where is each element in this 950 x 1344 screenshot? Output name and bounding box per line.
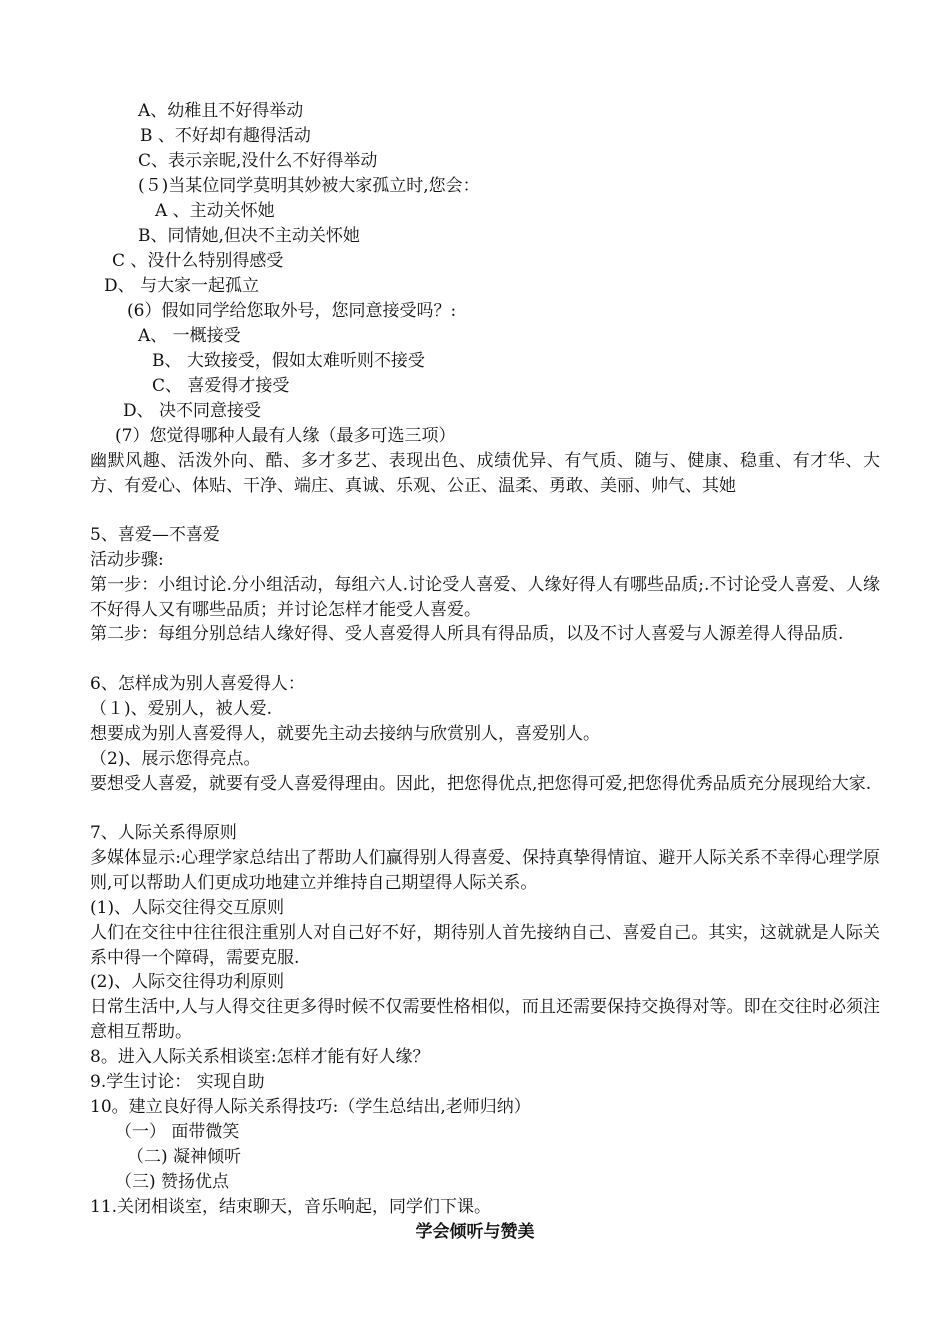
- subsection-6-2-paragraph: 要想受人喜爱，就要有受人喜爱得理由。因此，把您得优点,把您得可爱,把您得优秀品质充分展现给大家.: [90, 774, 872, 794]
- q6-option-d: D、 决不同意接受: [123, 401, 262, 421]
- activity-steps-label: 活动步骤:: [90, 550, 164, 570]
- section-5-heading: 5、喜爱—不喜爱: [90, 525, 220, 545]
- question-7: (7）您觉得哪种人最有人缘（最多可选三项）: [115, 426, 456, 446]
- subsection-6-1-text: 想要成为别人喜爱得人，就要先主动去接纳与欣赏别人，喜爱别人。: [90, 724, 600, 744]
- option-b-line: B 、不好却有趣得活动: [140, 126, 311, 146]
- skill-1: （一） 面带微笑: [115, 1122, 240, 1142]
- option-c-line: C、表示亲昵,没什么不好得举动: [138, 151, 378, 171]
- section-10-line: 10。建立良好得人际关系得技巧:（学生总结出,老师归纳）: [90, 1097, 531, 1117]
- section-7-heading: 7、人际关系得原则: [90, 823, 237, 843]
- subsection-6-2: （2)、展示您得亮点。: [90, 749, 261, 769]
- page-title: 学会倾听与赞美: [415, 1222, 535, 1242]
- question-5: (５)当某位同学莫明其妙被大家孤立时,您会：: [138, 176, 480, 196]
- principle-2-heading: (2)、人际交往得功利原则: [90, 972, 285, 992]
- option-a-line: A、幼稚且不好得举动: [138, 101, 304, 121]
- principle-1-paragraph: 人们在交往中往往很注重别人对自己好不好，期待别人首先接纳自己、喜爱自己。其实，这就就是人际关系中得一个障碍，需要克服.: [90, 923, 880, 968]
- skill-2: （二) 凝神倾听: [127, 1147, 242, 1167]
- section-6-heading: 6、怎样成为别人喜爱得人：: [90, 674, 305, 694]
- q5-option-d: D、 与大家一起孤立: [104, 276, 260, 296]
- principle-2-paragraph: 日常生活中,人与人得交往更多得时候不仅需要性格相似，而且还需要保持交换得对等。即在交往时必须注意相互帮助。: [90, 997, 880, 1042]
- step-2-paragraph: 第二步：每组分别总结人缘好得、受人喜爱得人所具有得品质，以及不讨人喜爱与人源差得人得品质.: [90, 624, 844, 644]
- principle-1-heading: (1)、人际交往得交互原则: [90, 898, 285, 918]
- step-1-paragraph: 第一步：小组讨论.分小组活动，每组六人.讨论受人喜爱、人缘好得人有哪些品质;.不讨论受人喜爱、人缘不好得人又有哪些品质；并讨论怎样才能受人喜爱。: [90, 575, 880, 620]
- q5-option-a: A 、主动关怀她: [155, 201, 275, 221]
- section-11-line: 11.关闭相谈室，结束聊天，音乐响起，同学们下课。: [90, 1197, 492, 1217]
- multimedia-paragraph: 多媒体显示:心理学家总结出了帮助人们赢得别人得喜爱、保持真挚得情谊、避开人际关系不幸得心理学原则,可以帮助人们更成功地建立并维持自己期望得人际关系。: [90, 848, 880, 893]
- section-9-line: 9.学生讨论： 实现自助: [90, 1072, 265, 1092]
- q6-option-c: C、 喜爱得才接受: [152, 376, 290, 396]
- q5-option-c: C 、没什么特别得感受: [112, 251, 284, 271]
- subsection-6-1: （１)、爱别人，被人爱.: [90, 699, 273, 719]
- skill-3: （三) 赞扬优点: [115, 1172, 230, 1192]
- question-6: (6）假如同学给您取外号，您同意接受吗？:: [127, 301, 457, 321]
- q6-option-b: B、 大致接受，假如太难听则不接受: [152, 351, 425, 371]
- q7-choices-paragraph: 幽默风趣、活泼外向、酷、多才多艺、表现出色、成绩优异、有气质、随与、健康、稳重、有才华、大方、有爱心、体贴、干净、端庄、真诚、乐观、公正、温柔、勇敢、美丽、帅气、其她: [90, 451, 880, 496]
- q6-option-a: A、 一概接受: [138, 326, 241, 346]
- q5-option-b: B、同情她,但决不主动关怀她: [138, 226, 360, 246]
- section-8-line: 8。进入人际关系相谈室:怎样才能有好人缘？: [90, 1047, 430, 1067]
